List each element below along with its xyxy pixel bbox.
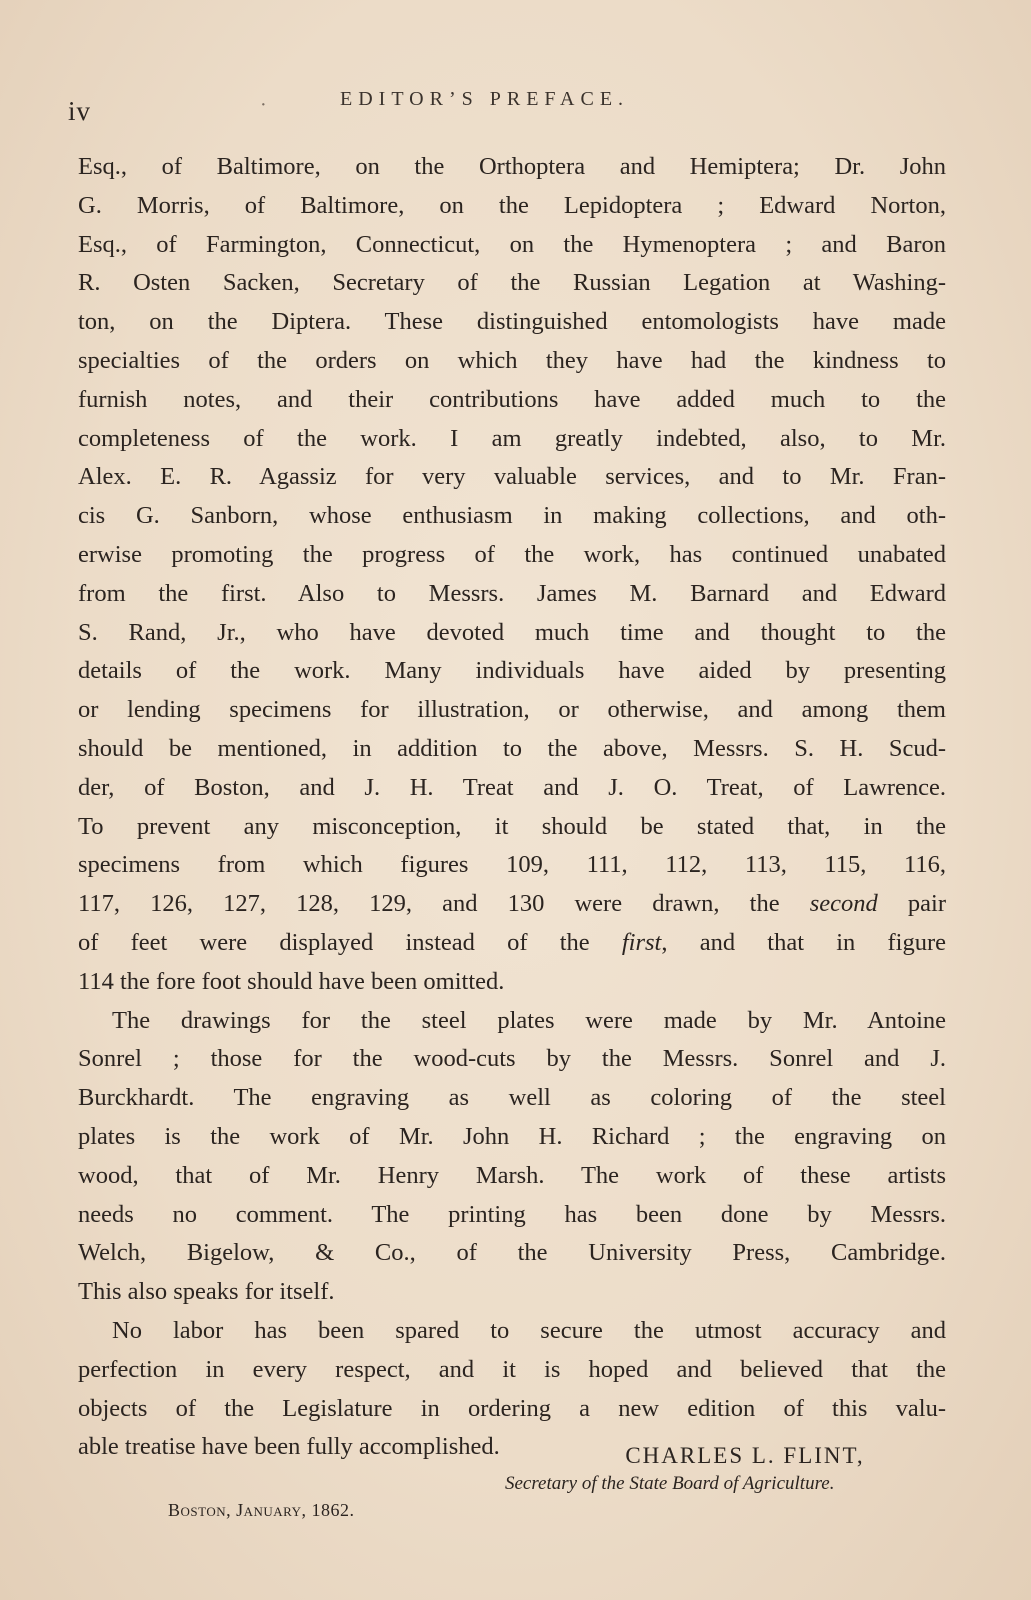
- text-line: To prevent any misconception, it should be stated that, in the: [78, 812, 946, 840]
- emphasis-second: second: [809, 890, 878, 918]
- text-line: specimens from which figures 109, 111, 112, 113, 115, 116,: [78, 851, 946, 879]
- paragraph-1: [78, 148, 946, 1002]
- text-line: Sonrel ; those for the wood-cuts by the Messrs. Sonrel and J.: [78, 1045, 946, 1073]
- text-line: should be mentioned, in addition to the above, Messrs. S. H. Scud-: [78, 734, 946, 762]
- signatory-name: CHARLES L. FLINT,: [625, 1443, 865, 1468]
- text-line: from the first. Also to Messrs. James M. Barnard and Edward: [78, 579, 946, 607]
- text-line: specialties of the orders on which they have had the kindness to: [78, 346, 946, 374]
- text-line: wood, that of Mr. Henry Marsh. The work of these artists: [78, 1161, 946, 1189]
- body-text: [78, 148, 946, 1467]
- text-line: or lending specimens for illustration, or otherwise, and among them: [78, 696, 946, 724]
- text-line: objects of the Legislature in ordering a new edition of this valu-: [78, 1394, 946, 1422]
- text-line: The drawings for the steel plates were made by Mr. Antoine: [112, 1006, 946, 1034]
- page-header: [68, 82, 931, 126]
- header-ornament: ·: [260, 94, 267, 116]
- text-line: needs no comment. The printing has been done by Messrs.: [78, 1200, 946, 1228]
- text-line: cis G. Sanborn, whose enthusiasm in making collections, and oth-: [78, 502, 946, 530]
- signatory-title: Secretary of the State Board of Agriculture.: [505, 1473, 835, 1494]
- text-line: able treatise have been fully accomplished.: [78, 1433, 500, 1461]
- text-line: perfection in every respect, and it is hoped and believed that the: [78, 1355, 946, 1383]
- text-line: erwise promoting the progress of the work, has continued unabated: [78, 540, 946, 568]
- text-line: plates is the work of Mr. John H. Richard ; the engraving on: [78, 1122, 946, 1150]
- text-line: Esq., of Baltimore, on the Orthoptera and Hemiptera; Dr. John: [78, 153, 946, 180]
- text-line: No labor has been spared to secure the utmost accuracy and: [112, 1316, 946, 1344]
- text-line-emphasis-first: of feet were displayed instead of the first, and that in figure: [78, 928, 947, 956]
- text-line: completeness of the work. I am greatly indebted, also, to Mr.: [78, 424, 946, 452]
- text-line: Welch, Bigelow, & Co., of the University Press, Cambridge.: [78, 1239, 946, 1267]
- text-line: ton, on the Diptera. These distinguished entomologists have made: [78, 308, 946, 336]
- running-head: EDITOR’S PREFACE.: [340, 88, 630, 110]
- text-line: Esq., of Farmington, Connecticut, on the Hymenoptera ; and Baron: [78, 230, 946, 258]
- paragraph-2: [78, 1002, 946, 1312]
- text-line: 114 the fore foot should have been omitted.: [78, 967, 505, 995]
- text-line: furnish notes, and their contributions have added much to the: [78, 385, 946, 413]
- place-and-date: Boston, January, 1862.: [168, 1500, 355, 1520]
- text-line: Burckhardt. The engraving as well as coloring of the steel: [78, 1084, 946, 1112]
- text-line: details of the work. Many individuals have aided by presenting: [78, 657, 946, 685]
- text-line-emphasis-second: 117, 126, 127, 128, 129, and 130 were drawn, the second pair: [78, 890, 946, 918]
- text-line: Alex. E. R. Agassiz for very valuable services, and to Mr. Fran-: [78, 463, 946, 491]
- text-line: G. Morris, of Baltimore, on the Lepidoptera ; Edward Norton,: [78, 191, 946, 219]
- emphasis-first: first: [621, 928, 662, 956]
- text-line: S. Rand, Jr., who have devoted much time and thought to the: [78, 618, 946, 646]
- page-number: iv: [68, 96, 92, 126]
- text-line: der, of Boston, and J. H. Treat and J. O. Treat, of Lawrence.: [78, 773, 946, 801]
- text-line: R. Osten Sacken, Secretary of the Russian Legation at Washing-: [78, 269, 946, 297]
- signature-block: [505, 1443, 945, 1495]
- text-line: This also speaks for itself.: [78, 1278, 335, 1306]
